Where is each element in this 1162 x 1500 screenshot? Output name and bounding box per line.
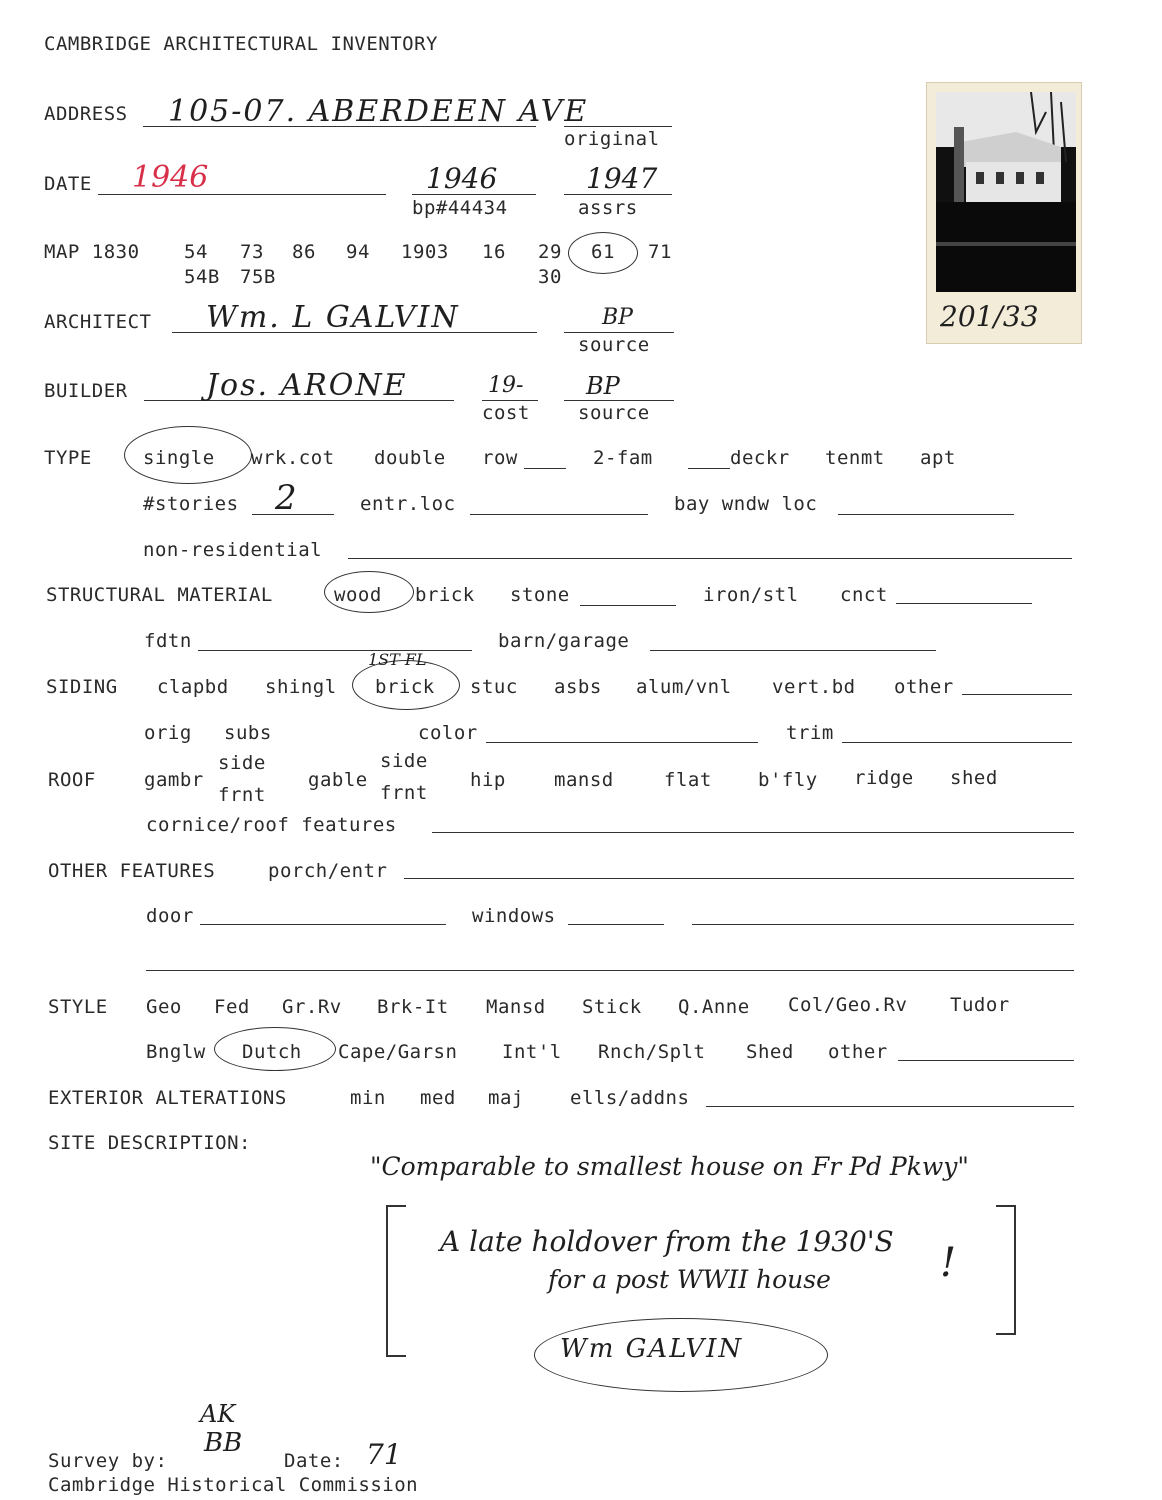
- map-year: 30: [538, 266, 562, 288]
- form-title: CAMBRIDGE ARCHITECTURAL INVENTORY: [44, 33, 438, 55]
- exterior-option: min: [350, 1087, 386, 1109]
- style-option: Brk-It: [377, 996, 449, 1018]
- style-option: Cape/Garsn: [338, 1041, 458, 1063]
- survey-date-value: 71: [366, 1438, 402, 1471]
- non-residential-label: non-residential: [143, 539, 323, 561]
- orig-label: orig: [144, 722, 192, 744]
- survey-initials: BB: [204, 1428, 243, 1458]
- type-option: wrk.cot: [251, 447, 335, 469]
- type-option: row: [482, 447, 518, 469]
- site-note-2: A late holdover from the 1930'S: [440, 1225, 894, 1258]
- roof-option: ridge: [854, 767, 914, 789]
- bp-number: bp#44434: [412, 197, 508, 219]
- architect-source-label: source: [578, 334, 650, 356]
- other-features-label: OTHER FEATURES: [48, 860, 216, 882]
- style-option: Int'l: [502, 1041, 562, 1063]
- date-label: DATE: [44, 173, 92, 195]
- survey-date-label: Date:: [284, 1450, 344, 1472]
- builder-source-label: source: [578, 402, 650, 424]
- siding-brick-note: 1ST FL: [368, 650, 427, 669]
- exclamation: !: [940, 1240, 957, 1286]
- type-option: deckr: [730, 447, 790, 469]
- door-label: door: [146, 905, 194, 927]
- roof-option: flat: [664, 769, 712, 791]
- style-option: Gr.Rv: [282, 996, 342, 1018]
- entr-loc-line: [470, 514, 648, 515]
- map-label: MAP 1830: [44, 241, 140, 263]
- siding-option: asbs: [554, 676, 602, 698]
- structural-option: brick: [415, 584, 475, 606]
- roof-option: gable: [308, 769, 368, 791]
- architect-source-value: BP: [602, 305, 633, 330]
- house-photo: [936, 92, 1076, 292]
- color-line: [486, 742, 758, 743]
- left-bracket: [386, 1205, 406, 1357]
- style-option: other: [828, 1041, 888, 1063]
- map-year: 73: [240, 241, 264, 263]
- roof-side: side: [218, 752, 266, 774]
- cnct-line: [896, 603, 1032, 604]
- siding-option: clapbd: [157, 676, 229, 698]
- deckr-line: [688, 468, 730, 469]
- features-extra-line: [146, 970, 1074, 971]
- roof-option: mansd: [554, 769, 614, 791]
- commission-name: Cambridge Historical Commission: [48, 1474, 419, 1496]
- porch-line: [404, 878, 1074, 879]
- right-bracket: [996, 1205, 1016, 1335]
- type-label: TYPE: [44, 447, 92, 469]
- assrs-label: assrs: [578, 197, 638, 219]
- map-year: 1903: [401, 241, 449, 263]
- subs-label: subs: [224, 722, 272, 744]
- map-year: 54B: [184, 266, 220, 288]
- siding-option: alum/vnl: [636, 676, 732, 698]
- roof-frnt: frnt: [380, 782, 428, 804]
- type-option: tenmt: [825, 447, 885, 469]
- map-year: 54: [184, 241, 208, 263]
- door-line: [200, 924, 446, 925]
- roof-option: hip: [470, 769, 506, 791]
- barn-garage-line: [650, 650, 936, 651]
- structural-label: STRUCTURAL MATERIAL: [46, 584, 273, 606]
- exterior-label: EXTERIOR ALTERATIONS: [48, 1087, 287, 1109]
- porch-label: porch/entr: [268, 860, 388, 882]
- roof-option: shed: [950, 767, 998, 789]
- siding-option: stuc: [470, 676, 518, 698]
- original-line: [564, 126, 672, 127]
- assrs-value: 1947: [586, 162, 658, 195]
- exterior-option: med: [420, 1087, 456, 1109]
- non-residential-line: [348, 558, 1072, 559]
- stone-line: [580, 605, 676, 606]
- style-label: STYLE: [48, 996, 108, 1018]
- stories-label: #stories: [143, 493, 239, 515]
- fdtn-line: [198, 650, 472, 651]
- style-option: Mansd: [486, 996, 546, 1018]
- site-label: SITE DESCRIPTION:: [48, 1132, 251, 1154]
- address-label: ADDRESS: [44, 103, 128, 125]
- style-option: Geo: [146, 996, 182, 1018]
- exterior-option: maj: [488, 1087, 524, 1109]
- exterior-option: ells/addns: [570, 1087, 690, 1109]
- roof-label: ROOF: [48, 769, 96, 791]
- roof-option: b'fly: [758, 769, 818, 791]
- roof-frnt: frnt: [218, 784, 266, 806]
- trim-line: [842, 742, 1072, 743]
- map-year: 71: [648, 241, 672, 263]
- siding-option: other: [894, 676, 954, 698]
- row-line: [524, 468, 566, 469]
- stories-value: 2: [275, 478, 297, 518]
- architect-source-line: [564, 332, 674, 333]
- roof-side: side: [380, 750, 428, 772]
- cost-label: cost: [482, 402, 530, 424]
- windows-line: [568, 924, 664, 925]
- type-circle: [124, 426, 252, 484]
- architect-label: ARCHITECT: [44, 311, 152, 333]
- style-circle: [214, 1027, 336, 1071]
- address-value: 105-07. ABERDEEN AVE: [168, 94, 589, 129]
- barn-garage-label: barn/garage: [498, 630, 630, 652]
- style-option: Bnglw: [146, 1041, 206, 1063]
- map-circle: [568, 232, 638, 274]
- map-year: 16: [482, 241, 506, 263]
- structural-circle: [324, 571, 414, 613]
- style-option: Stick: [582, 996, 642, 1018]
- siding-label: SIDING: [46, 676, 118, 698]
- structural-option: cnct: [840, 584, 888, 606]
- siding-option: shingl: [265, 676, 337, 698]
- cost-value: 19-: [488, 373, 524, 398]
- color-label: color: [418, 722, 478, 744]
- cornice-line: [432, 832, 1074, 833]
- style-option-dutch: Dutch: [242, 1041, 302, 1063]
- style-option: Tudor: [950, 994, 1010, 1016]
- siding-option: vert.bd: [772, 676, 856, 698]
- type-option: double: [374, 447, 446, 469]
- windows-label: windows: [472, 905, 556, 927]
- trim-label: trim: [786, 722, 834, 744]
- style-option: Col/Geo.Rv: [788, 994, 908, 1016]
- survey-label: Survey by:: [48, 1450, 168, 1472]
- siding-option-brick: brick: [375, 676, 435, 698]
- style-option: Rnch/Splt: [598, 1041, 706, 1063]
- builder-value: Jos. ARONE: [206, 368, 408, 403]
- entr-loc-label: entr.loc: [360, 493, 456, 515]
- survey-initials-top: AK: [200, 1400, 236, 1428]
- windows-line-2: [692, 924, 1074, 925]
- builder-source-value: BP: [586, 372, 620, 400]
- map-year: 94: [346, 241, 370, 263]
- architect-value: Wm. L GALVIN: [206, 300, 460, 335]
- type-option-single: single: [143, 447, 215, 469]
- style-option: Shed: [746, 1041, 794, 1063]
- style-option: Q.Anne: [678, 996, 750, 1018]
- site-note-3: for a post WWII house: [548, 1265, 831, 1294]
- site-note-1: "Comparable to smallest house on Fr Pd Pkwy": [370, 1152, 969, 1181]
- roof-option: gambr: [144, 769, 204, 791]
- siding-other-line: [962, 694, 1072, 695]
- type-option: apt: [920, 447, 956, 469]
- structural-option: iron/stl: [703, 584, 799, 606]
- builder-label: BUILDER: [44, 380, 128, 402]
- style-option: Fed: [214, 996, 250, 1018]
- signature: Wm GALVIN: [560, 1334, 744, 1364]
- style-other-line: [898, 1060, 1074, 1061]
- original-label: original: [564, 128, 660, 150]
- structural-option-wood: wood: [334, 584, 382, 606]
- cost-line: [482, 400, 538, 401]
- cornice-label: cornice/roof features: [146, 814, 397, 836]
- bay-wndw-label: bay wndw loc: [674, 493, 818, 515]
- bp-date-value: 1946: [426, 162, 498, 195]
- ells-line: [706, 1106, 1074, 1107]
- map-year: 75B: [240, 266, 276, 288]
- map-year: 29: [538, 241, 562, 263]
- builder-source-line: [564, 400, 674, 401]
- date-value: 1946: [132, 160, 209, 195]
- photo-caption: 201/33: [940, 300, 1039, 333]
- type-option: 2-fam: [593, 447, 653, 469]
- map-year-circled: 61: [591, 241, 615, 263]
- fdtn-label: fdtn: [144, 630, 192, 652]
- bay-wndw-line: [838, 514, 1014, 515]
- map-year: 86: [292, 241, 316, 263]
- structural-option: stone: [510, 584, 570, 606]
